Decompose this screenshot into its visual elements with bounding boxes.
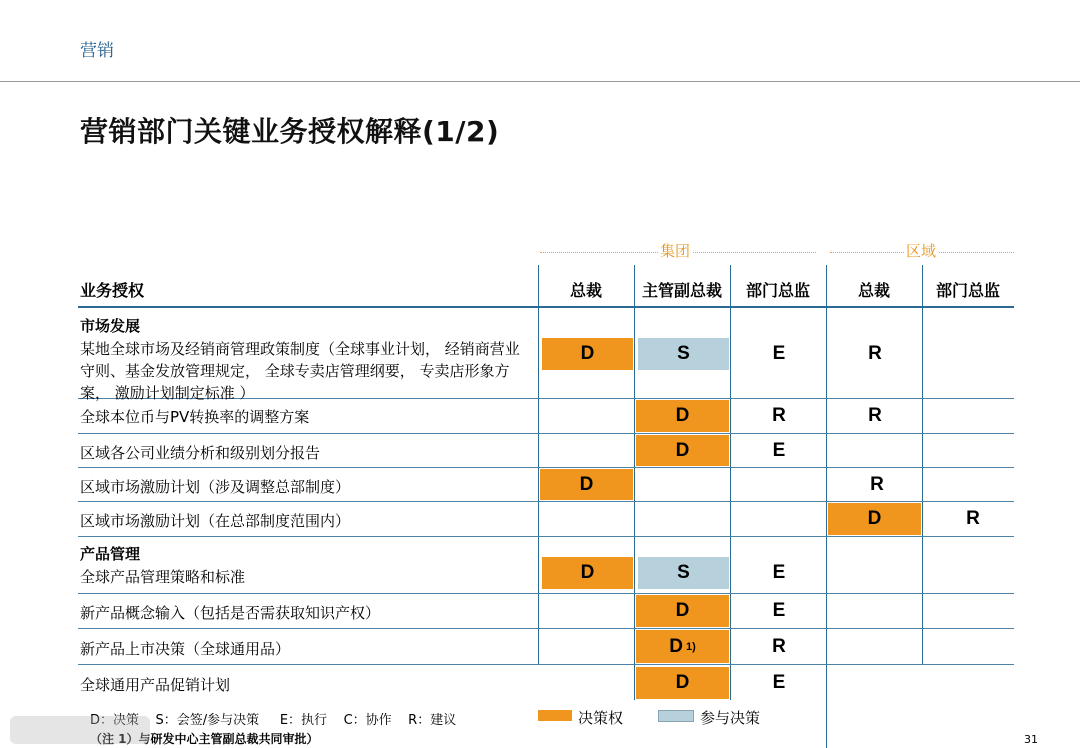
decision-mark: D [636,435,729,466]
execute-mark: E [772,439,786,461]
row-rule [78,467,1014,468]
column-header-authorization: 业务授权 [80,281,145,300]
row-label: 全球本位币与PV转换率的调整方案 [80,408,310,426]
row-label: 新产品概念输入（包括是否需获取知识产权） [80,604,381,622]
execute-mark: E [772,600,786,621]
decision-mark: D [540,469,633,500]
footnote-marker: 1) [685,640,696,653]
column-header-group-director: 部门总监 [745,281,810,300]
advise-mark: R [868,343,882,364]
row-label: 某地全球市场及经销商管理政策制度（全球事业计划， 经销商营业守则、基金发放管理规定， 全球专卖店管理纲要， 专卖店形象方案， 激励计划制定标准 ） [80,340,520,402]
column-header-group-vp: 主管副总裁 [641,281,722,300]
execute-mark: E [772,562,786,583]
group-header-group [540,244,816,260]
column-divider [922,265,923,665]
group-header-label: 区域 [906,242,937,260]
advise-mark: R [870,473,884,495]
advise-mark: R [772,635,786,657]
legend-label-participate: 参与决策 [700,709,761,727]
decision-mark: D [636,400,729,432]
participate-mark: S [638,557,729,589]
group-header-region [830,244,1014,260]
legend-label-decision: 决策权 [578,709,624,727]
decision-mark: D [636,595,729,627]
header-rule [78,306,1014,308]
legend-swatch-participate [658,710,694,722]
column-header-region-president: 总裁 [857,281,890,300]
page-number: 31 [1024,733,1038,746]
group-header-label: 集团 [660,242,691,260]
row-rule [78,664,1014,665]
row-label: 新产品上市决策（全球通用品） [80,640,291,658]
row-rule [78,593,1014,594]
watermark-logo [10,716,150,744]
column-divider [826,265,827,748]
execute-mark: E [772,343,786,364]
row-label: 全球通用产品促销计划 [80,676,231,694]
category-label: 产品管理 [80,545,141,563]
row-rule [78,536,1014,537]
legend-key: D：决策 S：会签/参与决策 E：执行 C：协作 R：建议 [90,713,457,728]
column-divider [634,265,635,700]
participate-mark: S [638,338,729,370]
section-label: 营销 [80,41,114,61]
execute-mark: E [772,672,786,693]
row-label: 区域各公司业绩分析和级别划分报告 [80,444,321,462]
decision-mark: D [636,667,729,699]
column-divider [730,265,731,700]
decision-mark: D [828,503,921,535]
advise-mark: R [868,405,882,426]
advise-mark: R [772,405,786,426]
row-rule [78,628,1014,629]
top-divider [0,81,1080,82]
row-label: 区域市场激励计划（在总部制度范围内） [80,512,351,530]
row-rule [78,501,1014,502]
page-title: 营销部门关键业务授权解释(1/2) [80,115,500,148]
decision-mark: D [542,557,633,589]
legend-swatch-decision [538,710,572,721]
mark-letter: D [669,635,683,657]
decision-mark: D [542,338,633,370]
column-header-region-director: 部门总监 [935,281,1000,300]
category-label: 市场发展 [80,317,141,335]
row-rule [78,433,1014,434]
column-header-group-president: 总裁 [569,281,602,300]
footnote: （注 1）与研发中心主管副总裁共同审批） [90,732,319,746]
column-divider [538,265,539,665]
row-label: 区域市场激励计划（涉及调整总部制度） [80,478,351,496]
advise-mark: R [966,508,980,529]
row-label: 全球产品管理策略和标准 [80,568,246,586]
decision-mark [636,630,729,663]
